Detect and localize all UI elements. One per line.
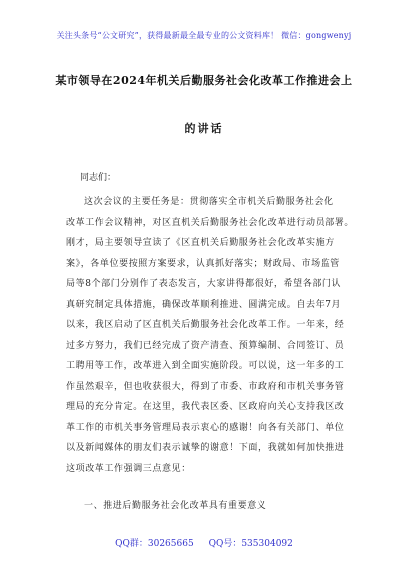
paragraph-line: 改革工作会议精神，对区直机关后勤服务社会化改革进行动员部署。 — [66, 217, 355, 228]
paragraph-line: 革工作的市机关事务管理局表示衷心的感谢！向各有关部门、单位 — [66, 422, 345, 433]
footer-qq-group: QQ群：30265665 — [115, 539, 194, 549]
paragraph-line: 案》，各单位要按照方案要求，认真抓好落实；财政局、市场监管 — [66, 258, 340, 269]
speech-paragraph — [66, 192, 360, 479]
paragraph-line: 工聘用等工作，改革进入到全面实施阶段。可以说，这一年多的工 — [66, 361, 345, 371]
footer-contact — [0, 536, 408, 549]
paragraph-line: 作虽然艰辛，但也收获很大，得到了市委、市政府和市机关事务管 — [66, 381, 345, 392]
header-banner: 关注头条号“公文研究”，获得最新最全最专业的公文资料库！ 微信：gongwenyj — [56, 31, 352, 40]
footer-qq-number: QQ号：535304092 — [208, 539, 293, 549]
paragraph-line: 这次会议的主要任务是：贯彻落实全市机关后勤服务社会化 — [84, 197, 334, 207]
document-title-line-2: 的讲话 — [184, 122, 224, 135]
document-title-line-1: 某市领导在2024年机关后勤服务社会化改革工作推进会上 — [55, 74, 353, 87]
paragraph-line: 真研究制定具体措施，确保改革顺利推进、圆满完成。自去年7月 — [66, 299, 342, 310]
paragraph-line: 理局的充分肯定。在这里，我代表区委、区政府向关心支持我区改 — [66, 402, 345, 412]
greeting: 同志们： — [80, 173, 117, 183]
paragraph-line: 局等8个部门分别作了表态发言，大家讲得都很好，希望各部门认 — [66, 279, 342, 289]
paragraph-line: 过多方努力，我们已经完成了资产清查、预算编制、合同签订、员 — [66, 340, 345, 351]
section-heading: 一、推进后勤服务社会化改革具有重要意义 — [84, 501, 267, 511]
paragraph-line: 这项改革工作强调三点意见： — [66, 463, 191, 474]
paragraph-line: 以及新闻媒体的朋友们表示诚挚的谢意！下面，我就如何加快推进 — [66, 443, 345, 453]
paragraph-line: 刚才，局主要领导宣读了《区直机关后勤服务社会化改革实施方 — [66, 238, 335, 248]
paragraph-line: 以来，我区启动了区直机关后勤服务社会化改革工作。一年来，经 — [66, 320, 345, 330]
